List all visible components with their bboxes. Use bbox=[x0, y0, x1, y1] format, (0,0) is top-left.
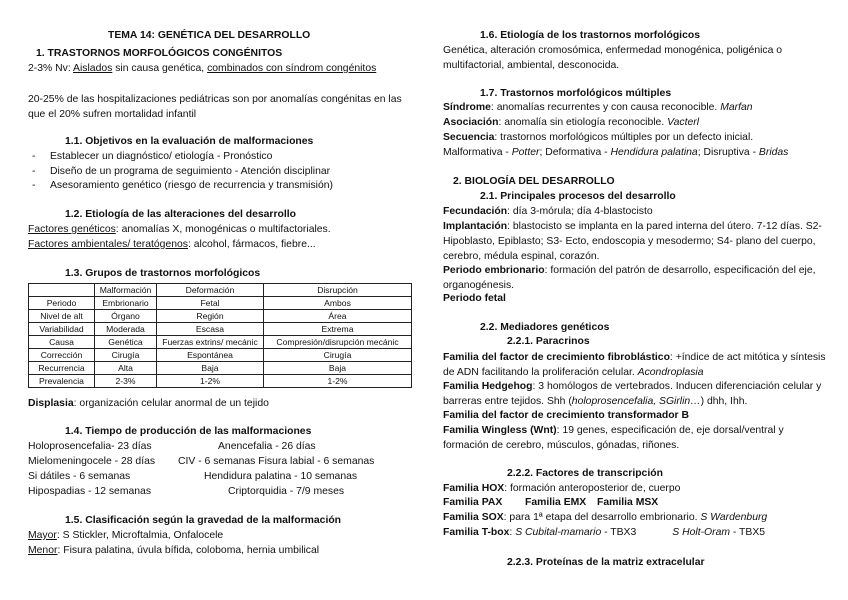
tbox-example: S Cubital-mamario bbox=[515, 527, 602, 538]
displasia-label: Displasia bbox=[28, 398, 74, 409]
table-cell: Periodo bbox=[29, 297, 95, 310]
displasia-line bbox=[28, 397, 269, 410]
combinados-label: combinados con síndrom congénitos bbox=[207, 63, 377, 74]
sox-label: Familia SOX bbox=[443, 512, 504, 523]
section-2-2-1-heading: 2.2.1. Paracrinos bbox=[507, 336, 590, 347]
section-1-5-heading: 1.5. Clasificación según la gravedad de la malformación bbox=[65, 515, 342, 526]
table-cell: Extrema bbox=[264, 323, 412, 336]
table-cell: Variabilidad bbox=[29, 323, 95, 336]
timing-item: Si dátiles - 6 semanas bbox=[28, 471, 131, 482]
implantacion-text: : blastocisto se implanta en la pared interna del útero. 7-12 días. S2- Hipoblasto, Epiblasto; S3- Ecto, endoscopia y mesodermo; S4- plano del cuerpo, cerebro, médula espinal, corazón. bbox=[443, 221, 822, 262]
section-1-6-heading: 1.6. Etiología de los trastornos morfológicos bbox=[480, 30, 700, 41]
secuencia-text: : trastornos morfológicos múltiples por un defecto inicial. bbox=[494, 132, 754, 143]
sox-text: : para 1ª etapa del desarrollo embrionario. bbox=[503, 512, 701, 523]
fgf-label: Familia del factor de crecimiento fibroblástico bbox=[443, 352, 670, 363]
table-cell: Espontánea bbox=[157, 349, 264, 362]
prevalence-mid: sin causa genética, bbox=[112, 63, 208, 74]
list-item: - Asesoramiento genético (riesgo de recurrencia y transmisión) bbox=[28, 179, 333, 194]
table-row bbox=[29, 375, 412, 388]
list-item: - Establecer un diagnóstico/ etiología - Pronóstico bbox=[28, 150, 333, 165]
section-1-4-heading: 1.4. Tiempo de producción de las malformaciones bbox=[65, 426, 312, 437]
table-cell: Región bbox=[157, 310, 264, 323]
tbox-label: Familia T-box bbox=[443, 527, 510, 538]
tgfb-label: Familia del factor de crecimiento transformador B bbox=[443, 410, 689, 421]
displasia-text: : organización celular anormal de un tejido bbox=[73, 398, 269, 409]
tbox-sep: : bbox=[509, 527, 516, 538]
sindrome-line bbox=[443, 101, 753, 114]
table-row bbox=[29, 362, 412, 375]
seq-example: Hendidura palatina bbox=[610, 147, 698, 158]
table-row bbox=[29, 310, 412, 323]
table-cell: 1-2% bbox=[157, 375, 264, 388]
mayor-line bbox=[28, 529, 223, 542]
morphology-table bbox=[28, 283, 412, 388]
genetic-factors-label: Factores genéticos bbox=[28, 224, 116, 235]
sindrome-example: Marfan bbox=[720, 102, 753, 113]
table-cell: Recurrencia bbox=[29, 362, 95, 375]
table-cell: Cirugía bbox=[264, 349, 412, 362]
environmental-factors-text: : alcohol, fármacos, fiebre... bbox=[188, 239, 316, 250]
fgf-paragraph bbox=[443, 350, 828, 380]
table-header-row bbox=[29, 284, 412, 297]
table-cell: Área bbox=[264, 310, 412, 323]
wnt-text: : 19 genes, especificación de, eje dorsal/ventral y formación de cerebro, músculos, gónadas, riñones. bbox=[443, 425, 784, 451]
timing-item: CIV - 6 semanas Fisura labial - 6 semanas bbox=[178, 456, 375, 467]
section-1-7-heading: 1.7. Trastornos morfológicos múltiples bbox=[480, 88, 672, 99]
sindrome-label: Síndrome bbox=[443, 102, 491, 113]
timing-item: Mielomeningocele - 28 días bbox=[28, 456, 156, 467]
aislados-label: Aislados bbox=[73, 63, 113, 74]
table-cell: Ambos bbox=[264, 297, 412, 310]
table-row bbox=[29, 349, 412, 362]
timing-item: Anencefalia - 26 días bbox=[218, 441, 316, 452]
sox-example: S Wardenburg bbox=[700, 512, 768, 523]
table-cell: Nivel de alt bbox=[29, 310, 95, 323]
table-cell: Prevalencia bbox=[29, 375, 95, 388]
asociacion-label: Asociación bbox=[443, 117, 499, 128]
asociacion-text: : anomalía sin etiología reconocible. bbox=[498, 117, 668, 128]
msx-label: Familia MSX bbox=[597, 497, 659, 508]
environmental-factors-label: Factores ambientales/ teratógenos bbox=[28, 239, 188, 250]
table-cell: Baja bbox=[157, 362, 264, 375]
wnt-paragraph bbox=[443, 423, 828, 453]
document-title: TEMA 14: GENÉTICA DEL DESARROLLO bbox=[108, 30, 311, 41]
hedgehog-example: holoprosencefalia, SGirlin… bbox=[571, 396, 701, 407]
table-cell: Baja bbox=[264, 362, 412, 375]
table-cell: Moderada bbox=[95, 323, 157, 336]
table-header-cell: Malformación bbox=[95, 284, 157, 297]
table-cell: Compresión/disrupción mecánic bbox=[264, 336, 412, 349]
section-2-2-2-heading: 2.2.2. Factores de transcripción bbox=[507, 468, 663, 479]
seq-part: ; Disruptiva - bbox=[697, 147, 759, 158]
genetic-factors-line bbox=[28, 223, 331, 236]
periodo-embrionario-paragraph bbox=[443, 263, 828, 293]
section-2-2-heading: 2.2. Mediadores genéticos bbox=[480, 322, 610, 333]
table-header-cell: Disrupción bbox=[264, 284, 412, 297]
menor-label: Menor bbox=[28, 545, 58, 556]
prevalence-prefix: 2-3% Nv: bbox=[28, 63, 74, 74]
objectives-list bbox=[28, 150, 333, 194]
tbox-example: S Holt-Oram bbox=[672, 527, 731, 538]
tbox-mid: - TBX3 bbox=[601, 527, 637, 538]
table-cell: Fuerzas extrins/ mecánic bbox=[157, 336, 264, 349]
timing-item: Hipospadias - 12 semanas bbox=[28, 486, 152, 497]
table-cell: Embrionario bbox=[95, 297, 157, 310]
tbox-tail: - TBX5 bbox=[730, 527, 766, 538]
table-cell: Genética bbox=[95, 336, 157, 349]
fecundacion-label: Fecundación bbox=[443, 206, 508, 217]
sox-line bbox=[443, 511, 767, 524]
section-2-heading: 2. BIOLOGÍA DEL DESARROLLO bbox=[453, 176, 615, 187]
table-cell: 1-2% bbox=[264, 375, 412, 388]
pax-label: Familia PAX bbox=[443, 497, 503, 508]
secuencia-label: Secuencia bbox=[443, 132, 495, 143]
hedgehog-paragraph bbox=[443, 379, 828, 409]
table-cell: Órgano bbox=[95, 310, 157, 323]
fgf-example: Acondroplasia bbox=[637, 367, 704, 378]
section-2-1-heading: 2.1. Principales procesos del desarrollo bbox=[480, 191, 676, 202]
etiology-paragraph: Genética, alteración cromosómica, enfermedad monogénica, poligénica o multifactorial, ambiental, desconocida. bbox=[443, 45, 783, 71]
table-cell: Causa bbox=[29, 336, 95, 349]
mayor-label: Mayor bbox=[28, 530, 57, 541]
wnt-label: Familia Wingless (Wnt) bbox=[443, 425, 557, 436]
table-cell: Escasa bbox=[157, 323, 264, 336]
secuencia-line bbox=[443, 131, 753, 144]
table-header-cell: Deformación bbox=[157, 284, 264, 297]
seq-example: Potter bbox=[511, 147, 540, 158]
asociacion-line bbox=[443, 116, 699, 129]
genetic-factors-text: : anomalías X, monogénicas o multifactoriales. bbox=[115, 224, 331, 235]
timing-item: Criptorquidia - 7/9 meses bbox=[228, 486, 345, 497]
menor-line bbox=[28, 544, 319, 557]
seq-part: Malformativa - bbox=[443, 147, 512, 158]
periodo-fetal-label: Periodo fetal bbox=[443, 293, 506, 304]
table-header-cell bbox=[29, 284, 95, 297]
table-row bbox=[29, 323, 412, 336]
implantacion-paragraph bbox=[443, 219, 828, 264]
section-1-1-heading: 1.1. Objetivos en la evaluación de malformaciones bbox=[65, 136, 314, 147]
table-cell: Corrección bbox=[29, 349, 95, 362]
implantacion-label: Implantación bbox=[443, 221, 508, 232]
embrionario-label: Periodo embrionario bbox=[443, 265, 545, 276]
asociacion-example: Vacterl bbox=[667, 117, 700, 128]
hedgehog-text: : 3 homólogos de vertebrados. Inducen diferenciación celular y barreras entre tejidos. Shh ( bbox=[443, 381, 822, 407]
table-cell: Fetal bbox=[157, 297, 264, 310]
section-1-3-heading: 1.3. Grupos de trastornos morfológicos bbox=[65, 268, 261, 279]
timing-item: Holoprosencefalia- 23 días bbox=[28, 441, 152, 452]
fgf-text: : +índice de act mitótica y síntesis de ADN facilitando la proliferación celular. bbox=[443, 352, 826, 378]
hox-label: Familia HOX bbox=[443, 483, 505, 494]
timing-item: Hendidura palatina - 10 semanas bbox=[204, 471, 358, 482]
prevalence-line bbox=[28, 62, 376, 75]
emx-label: Familia EMX bbox=[525, 497, 587, 508]
hox-line bbox=[443, 482, 680, 495]
fecundacion-text: : día 3-mórula; día 4-blastocisto bbox=[507, 206, 653, 217]
table-cell: 2-3% bbox=[95, 375, 157, 388]
tbox-line bbox=[443, 526, 765, 539]
seq-part: ; Deformativa - bbox=[539, 147, 611, 158]
fecundacion-line bbox=[443, 205, 653, 218]
hedgehog-label: Familia Hedgehog bbox=[443, 381, 533, 392]
section-2-2-3-heading: 2.2.3. Proteínas de la matriz extracelular bbox=[507, 557, 705, 568]
hospitalization-paragraph: 20-25% de las hospitalizaciones pediátricas son por anomalías congénitas en las que el 20% sufren mortalidad infantil bbox=[28, 94, 402, 120]
table-row bbox=[29, 336, 412, 349]
section-1-2-heading: 1.2. Etiología de las alteraciones del desarrollo bbox=[65, 209, 296, 220]
section-1-heading: 1. TRASTORNOS MORFOLÓGICOS CONGÉNITOS bbox=[36, 48, 283, 59]
hox-text: : formación anteroposterior de, cuerpo bbox=[504, 483, 681, 494]
environmental-factors-line bbox=[28, 238, 316, 251]
secuencia-types-line bbox=[443, 146, 788, 159]
hedgehog-tail: ) dhh, Ihh. bbox=[700, 396, 748, 407]
table-cell: Cirugía bbox=[95, 349, 157, 362]
menor-text: : Fisura palatina, úvula bífida, coloboma, hernia umbilical bbox=[57, 545, 320, 556]
mayor-text: : S Stickler, Microftalmia, Onfalocele bbox=[56, 530, 224, 541]
table-cell: Alta bbox=[95, 362, 157, 375]
seq-example: Bridas bbox=[758, 147, 789, 158]
list-item: - Diseño de un programa de seguimiento - Atención disciplinar bbox=[28, 165, 333, 180]
sindrome-text: : anomalías recurrentes y con causa reconocible. bbox=[490, 102, 721, 113]
table-row bbox=[29, 297, 412, 310]
embrionario-text: : formación del patrón de desarrollo, especificación del eje, organogénesis. bbox=[443, 265, 816, 291]
